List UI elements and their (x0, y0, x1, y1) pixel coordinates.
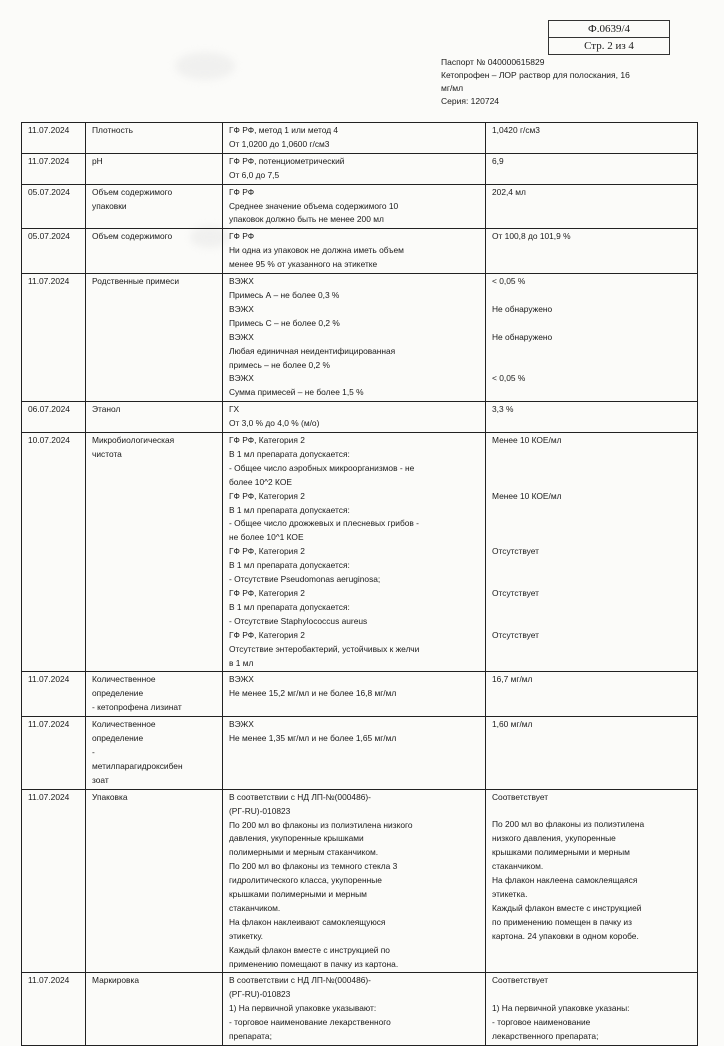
test-result-line: Не обнаружено (492, 331, 553, 342)
test-date: 11.07.2024 (28, 276, 70, 287)
test-result-line (492, 476, 693, 490)
test-name-cell (86, 402, 223, 433)
test-requirement-line: ВЭЖХ (229, 303, 254, 314)
test-requirement-line: ГФ РФ, Категория 2 (229, 435, 305, 446)
test-date-cell (22, 184, 86, 229)
test-name-cell (86, 672, 223, 717)
scan-smudge (175, 52, 235, 80)
test-requirement-cell (223, 672, 486, 717)
test-name-line: определение (92, 688, 144, 699)
test-result-line: 202,4 мл (492, 186, 526, 197)
test-result-line: Каждый флакон вместе с инструкцией (492, 902, 642, 913)
test-name-cell (86, 433, 223, 672)
test-date-cell (22, 672, 86, 717)
test-result-line (492, 345, 693, 359)
test-result-line (492, 988, 693, 1002)
test-result-cell (486, 153, 698, 184)
test-requirement-line: От 3,0 % до 4,0 % (м/о) (229, 418, 320, 429)
test-result-line: 1) На первичной упаковке указаны: (492, 1003, 630, 1014)
test-name-line: Микробиологическая (92, 435, 175, 446)
test-date-cell (22, 717, 86, 790)
test-requirement-line: 1) На первичной упаковке указывают: (229, 1003, 377, 1014)
test-date-cell (22, 973, 86, 1046)
test-name-line: определение (92, 733, 144, 744)
test-requirement-line: применению помещают в пачку из картона. (229, 958, 399, 969)
test-result-line: 16,7 мг/мл (492, 674, 533, 685)
test-result-line: От 100,8 до 101,9 % (492, 231, 571, 242)
test-requirement-line: ВЭЖХ (229, 674, 254, 685)
table-row (22, 229, 698, 274)
test-date: 11.07.2024 (28, 719, 70, 730)
test-requirement-line: Каждый флакон вместе с инструкцией по (229, 944, 390, 955)
test-result-line (492, 805, 693, 819)
test-requirement-line: в 1 мл (229, 657, 254, 668)
product-name-line2: мг/мл (441, 83, 464, 93)
passport-header (441, 56, 641, 108)
test-date: 11.07.2024 (28, 125, 70, 135)
test-requirement-line: На флакон наклеивают самоклеящуюся (229, 916, 386, 927)
test-result-line (492, 504, 693, 518)
test-requirement-line: В 1 мл препарата допускается: (229, 560, 350, 571)
test-requirement-line: ГФ РФ, потенциометрический (229, 155, 345, 166)
specification-table-body (22, 123, 698, 1046)
test-result-line: низкого давления, укупоренные (492, 833, 616, 844)
passport-number: Паспорт № 040000615829 (441, 57, 545, 67)
test-name-cell (86, 229, 223, 274)
test-name-line: зоат (92, 774, 109, 785)
test-result-line (492, 517, 693, 531)
test-result-line (492, 317, 693, 331)
test-date: 06.07.2024 (28, 404, 70, 415)
test-result-line: Отсутствует (492, 629, 539, 640)
test-requirement-line: ГФ РФ, Категория 2 (229, 588, 305, 598)
test-date-cell (22, 229, 86, 274)
test-result-cell (486, 123, 698, 154)
test-result-line: стаканчиком. (492, 861, 544, 872)
test-result-line: лекарственного препарата; (492, 1031, 599, 1042)
table-row (22, 184, 698, 229)
test-requirement-line: ГФ РФ, Категория 2 (229, 629, 305, 640)
test-name-line: Упаковка (92, 791, 128, 802)
test-requirement-line: Любая единичная неидентифицированная (229, 345, 396, 356)
test-requirement-line: ГФ РФ, Категория 2 (229, 490, 305, 501)
test-requirement-line: более 10^2 КОЕ (229, 476, 292, 487)
test-requirement-line: В соответствии с НД ЛП-№(000486)- (229, 975, 371, 986)
test-name-line: Родственные примеси (92, 276, 180, 287)
test-name-cell (86, 123, 223, 154)
test-requirement-cell (223, 274, 486, 402)
test-result-line (492, 448, 693, 462)
test-result-cell (486, 274, 698, 402)
test-name-line: - (92, 746, 95, 757)
test-requirement-line: Среднее значение объема содержимого 10 (229, 200, 399, 211)
test-date-cell (22, 402, 86, 433)
test-date: 10.07.2024 (28, 435, 70, 446)
test-requirement-line: - Отсутствие Pseudomonas aeruginosa; (229, 574, 381, 585)
test-name-line: pH (92, 155, 103, 166)
test-requirement-line: этикетку. (229, 930, 264, 941)
test-result-line: 1,0420 г/см3 (492, 125, 540, 135)
test-requirement-line: От 6,0 до 7,5 (229, 169, 280, 180)
test-date: 11.07.2024 (28, 791, 70, 802)
test-name-cell (86, 184, 223, 229)
test-name-line: чистота (92, 448, 122, 459)
test-requirement-line: ГФ РФ, метод 1 или метод 4 (229, 125, 339, 135)
test-requirement-cell (223, 789, 486, 973)
test-name-cell (86, 789, 223, 973)
table-row (22, 717, 698, 790)
test-requirement-line: примесь – не более 0,2 % (229, 359, 330, 370)
test-requirement-line: - торговое наименование лекарственного (229, 1017, 391, 1028)
test-name-line: - кетопрофена лизинат (92, 702, 182, 713)
test-requirement-line: В 1 мл препарата допускается: (229, 448, 350, 459)
test-result-line: На флакон наклеена самоклеящаяся (492, 875, 638, 886)
test-result-cell (486, 433, 698, 672)
table-row (22, 433, 698, 672)
test-name-line: метилпарагидроксибен (92, 760, 183, 771)
test-requirement-line: крышками полимерными и мерным (229, 889, 367, 900)
test-requirement-line: Не менее 15,2 мг/мл и не более 16,8 мг/мл (229, 688, 397, 699)
test-requirement-line: ВЭЖХ (229, 373, 254, 384)
test-requirement-cell (223, 123, 486, 154)
table-row (22, 973, 698, 1046)
test-date: 11.07.2024 (28, 674, 70, 685)
test-result-cell (486, 402, 698, 433)
test-result-line: По 200 мл во флаконы из полиэтилена (492, 819, 645, 830)
test-result-cell (486, 184, 698, 229)
test-requirement-line: ВЭЖХ (229, 276, 254, 287)
test-requirement-line: По 200 мл во флаконы из полиэтилена низкого (229, 819, 413, 830)
test-name-cell (86, 717, 223, 790)
test-result-line (492, 615, 693, 629)
table-row (22, 123, 698, 154)
test-requirement-line: По 200 мл во флаконы из темного стекла 3 (229, 861, 398, 872)
test-requirement-line: ГФ РФ, Категория 2 (229, 546, 305, 557)
test-requirement-line: ВЭЖХ (229, 719, 254, 730)
test-requirement-line: - Общее число аэробных микроорганизмов - не (229, 462, 415, 473)
test-requirement-line: препарата; (229, 1031, 272, 1042)
test-name-cell (86, 973, 223, 1046)
test-requirement-cell (223, 153, 486, 184)
test-requirement-line: Отсутствие энтеробактерий, устойчивых к желчи (229, 643, 420, 654)
test-name-line: Плотность (92, 125, 133, 135)
test-requirement-line: В 1 мл препарата допускается: (229, 504, 350, 515)
test-requirement-line: Сумма примесей – не более 1,5 % (229, 387, 364, 398)
test-requirement-cell (223, 184, 486, 229)
test-requirement-line: ГХ (229, 404, 240, 415)
test-result-line: Соответствует (492, 975, 549, 986)
test-result-line (492, 462, 693, 476)
test-requirement-line: стаканчиком. (229, 902, 281, 913)
test-result-cell (486, 717, 698, 790)
test-result-line: 6,9 (492, 155, 504, 166)
test-result-cell (486, 672, 698, 717)
test-requirement-line: давления, укупоренные крышками (229, 833, 364, 844)
test-requirement-line: В соответствии с НД ЛП-№(000486)- (229, 791, 371, 802)
test-requirement-line: Ни одна из упаковок не должна иметь объем (229, 245, 404, 256)
test-name-line: Объем содержимого (92, 186, 173, 197)
test-result-line: Отсутствует (492, 587, 539, 598)
test-result-line: 1,60 мг/мл (492, 719, 533, 730)
test-result-cell (486, 973, 698, 1046)
test-name-cell (86, 153, 223, 184)
test-name-line: Количественное (92, 719, 156, 730)
test-requirement-line: полимерными и мерным стаканчиком. (229, 847, 379, 858)
test-date: 11.07.2024 (28, 975, 70, 986)
form-code: Ф.0639/4 (588, 23, 630, 35)
test-name-line: Объем содержимого (92, 231, 173, 242)
test-requirement-cell (223, 229, 486, 274)
specification-table (21, 122, 698, 1046)
test-result-line: < 0,05 % (492, 373, 526, 384)
test-result-line: < 0,05 % (492, 276, 526, 287)
test-result-line: Не обнаружено (492, 303, 553, 314)
test-date-cell (22, 123, 86, 154)
test-requirement-line: Не менее 1,35 мг/мл и не более 1,65 мг/мл (229, 733, 397, 744)
test-date-cell (22, 789, 86, 973)
test-result-line (492, 573, 693, 587)
table-row (22, 402, 698, 433)
test-requirement-line: менее 95 % от указанного на этикетке (229, 259, 378, 270)
test-requirement-cell (223, 433, 486, 672)
test-result-line: Соответствует (492, 791, 549, 802)
table-row (22, 153, 698, 184)
test-date-cell (22, 274, 86, 402)
test-result-line: Менее 10 КОЕ/мл (492, 435, 562, 446)
test-result-line: 3,3 % (492, 404, 514, 415)
test-requirement-cell (223, 402, 486, 433)
test-result-line: картона. 24 упаковки в одном коробе. (492, 930, 639, 941)
test-name-line: упаковки (92, 200, 127, 211)
product-name-line1: Кетопрофен – ЛОР раствор для полоскания, 16 (441, 70, 630, 80)
test-requirement-line: Примесь С – не более 0,2 % (229, 317, 340, 328)
test-result-cell (486, 789, 698, 973)
test-result-line: по применению помещен в пачку из (492, 916, 632, 927)
test-result-cell (486, 229, 698, 274)
test-date: 11.07.2024 (28, 155, 70, 166)
test-result-line (492, 358, 693, 372)
test-requirement-line: упаковок должно быть не менее 200 мл (229, 214, 384, 225)
test-result-line (492, 531, 693, 545)
test-result-line (492, 601, 693, 615)
series-number: Серия: 120724 (441, 96, 500, 106)
test-name-line: Маркировка (92, 975, 139, 986)
test-date-cell (22, 433, 86, 672)
test-result-line: этикетка. (492, 889, 528, 900)
test-requirement-line: ВЭЖХ (229, 331, 254, 342)
test-date-cell (22, 153, 86, 184)
test-requirement-cell (223, 973, 486, 1046)
test-requirement-line: ГФ РФ (229, 186, 255, 197)
form-code-box (548, 20, 670, 55)
test-date: 05.07.2024 (28, 231, 70, 242)
test-requirement-line: ГФ РФ (229, 231, 255, 242)
test-name-cell (86, 274, 223, 402)
test-result-line: - торговое наименование (492, 1017, 591, 1028)
table-row (22, 274, 698, 402)
test-name-line: Количественное (92, 674, 156, 685)
test-requirement-line: гидролитического класса, укупоренные (229, 875, 382, 886)
test-date: 05.07.2024 (28, 186, 70, 197)
table-row (22, 672, 698, 717)
test-requirement-line: не более 10^1 КОЕ (229, 532, 304, 543)
test-result-line: крышками полимерными и мерным (492, 847, 630, 858)
test-result-line: Отсутствует (492, 546, 539, 557)
test-requirement-line: В 1 мл препарата допускается: (229, 601, 350, 612)
test-name-line: Этанол (92, 404, 121, 415)
test-requirement-line: (РГ-RU)-010823 (229, 805, 291, 816)
test-result-line: Менее 10 КОЕ/мл (492, 490, 562, 501)
test-result-line (492, 289, 693, 303)
test-requirement-line: От 1,0200 до 1,0600 г/см3 (229, 138, 330, 149)
test-requirement-line: (РГ-RU)-010823 (229, 989, 291, 1000)
test-requirement-line: - Отсутствие Staphylococcus aureus (229, 615, 368, 626)
test-requirement-line: Примесь А – не более 0,3 % (229, 289, 340, 300)
test-result-line (492, 559, 693, 573)
test-requirement-line: - Общее число дрожжевых и плесневых грибов - (229, 518, 419, 529)
page-indicator: Стр. 2 из 4 (549, 37, 669, 54)
table-row (22, 789, 698, 973)
test-requirement-cell (223, 717, 486, 790)
